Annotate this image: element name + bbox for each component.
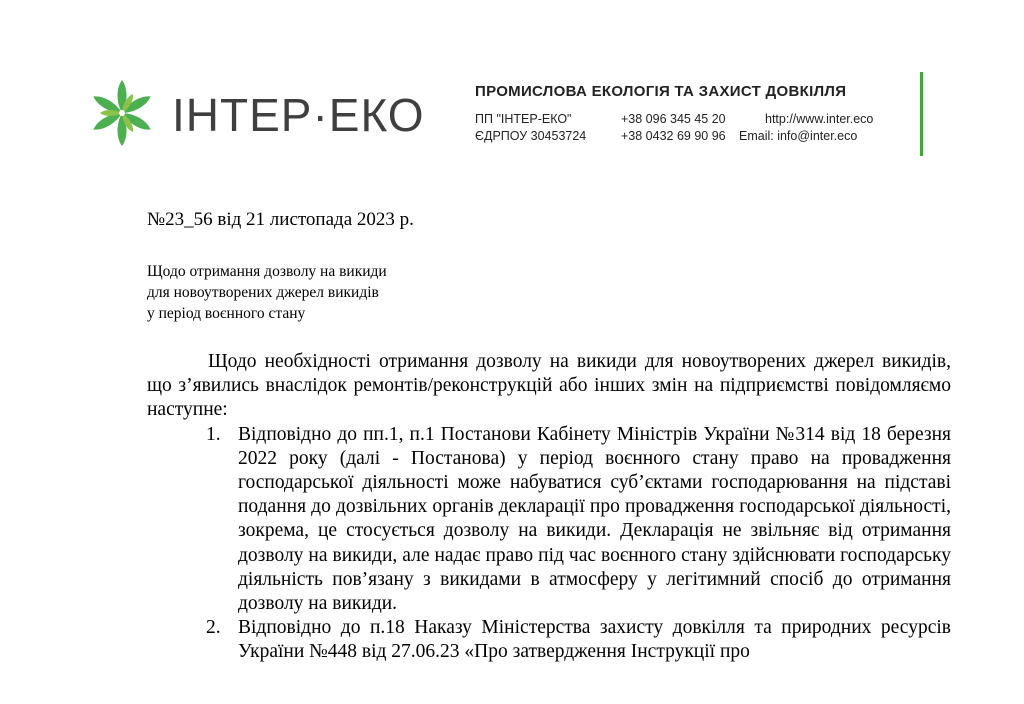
list-item-text: Відповідно до пп.1, п.1 Постанови Кабінету Міністрів України №314 від 18 березня 2022 року (далі - Постанова) у період воєнного стану право на провадження господарської діяльності може набуватися суб’єктами господарювання на підставі подання до дозвільних органів декларації про провадження господарської діяльності, зокрема, це стосується дозволу на викиди. Декларація не звільняє від отримання дозволу на викиди, але надає право під час воєнного стану здійснювати господарську діяльність пов’язану з викидами в атмосферу у легітимний спосіб до отримання дозволу на викиди.: [238, 423, 951, 615]
phone-landline: +38 0432 69 90 96: [621, 129, 726, 143]
intro-paragraph: Щодо необхідності отримання дозволу на викиди для новоутворених джерел викидів, що з’явились внаслідок ремонтів/реконструкцій або інших змін на підприємстві повідомляємо наступне:: [147, 351, 951, 421]
website-link[interactable]: http://www.inter.eco: [765, 112, 874, 126]
logo-text: ІНТЕР·ЕКО: [172, 89, 425, 141]
subject-line: у період воєнного стану: [147, 305, 306, 322]
company-header: [475, 83, 895, 146]
company-tagline: ПРОМИСЛОВА ЕКОЛОГІЯ ТА ЗАХИСТ ДОВКІЛЛЯ: [475, 83, 847, 100]
company-edrpou: ЄДРПОУ 30453724: [475, 129, 587, 143]
company-logo: [86, 78, 425, 148]
numbered-list: [147, 423, 951, 665]
letter-body: [147, 350, 951, 665]
list-item: [147, 616, 951, 664]
leaf-logo-icon: [86, 78, 158, 148]
letter-number-date: №23_56 від 21 листопада 2023 р.: [147, 209, 414, 230]
list-item-text: Відповідно до п.18 Наказу Міністерства захисту довкілля та природних ресурсів України №448 від 27.06.23 «Про затвердження Інструкції про: [238, 617, 951, 663]
subject-line: Щодо отримання дозволу на викиди: [147, 263, 387, 280]
letter-subject: [147, 261, 387, 324]
header-divider: [920, 72, 923, 156]
phone-mobile: +38 096 345 45 20: [621, 112, 726, 126]
list-item: [147, 423, 951, 617]
list-item-number: 1.: [206, 423, 221, 445]
contact-block: [475, 112, 895, 146]
email-link[interactable]: Email: info@inter.eco: [739, 129, 858, 143]
list-item-number: 2.: [206, 617, 221, 639]
company-name: ПП "ІНТЕР-ЕКО": [475, 112, 572, 126]
subject-line: для новоутворених джерел викидів: [147, 284, 379, 301]
